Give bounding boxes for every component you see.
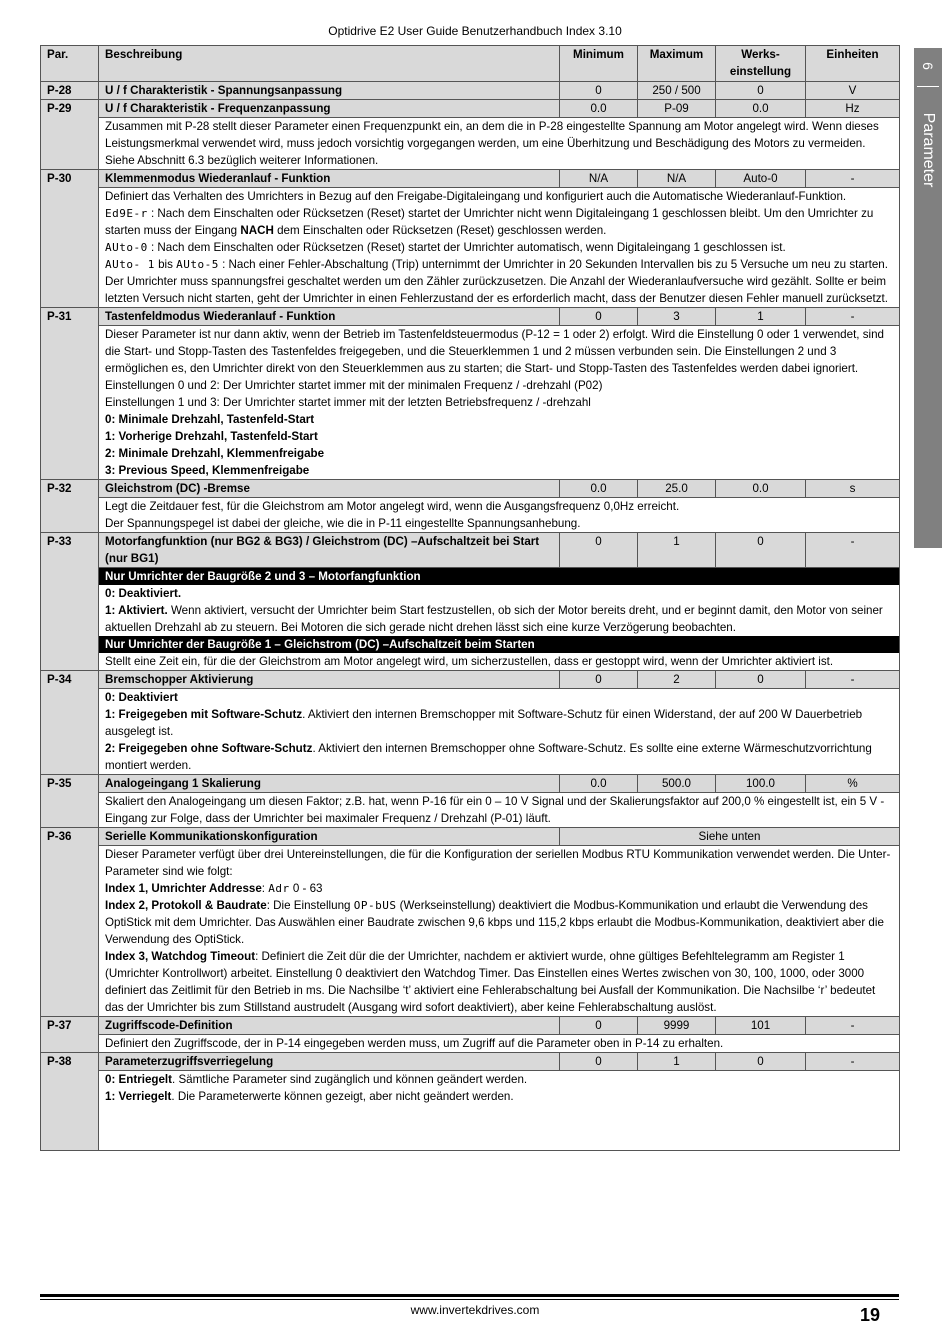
param-default: 100.0 (716, 775, 806, 793)
param-default: 1 (716, 308, 806, 326)
param-description: Definiert den Zugriffscode, der in P-14 eingegeben werden muss, um Zugriff auf die Parameter oben in P-14 zu erhalten. (99, 1035, 900, 1053)
param-unit: - (806, 671, 900, 689)
display-code: OP-bUS (353, 899, 397, 912)
param-row-p38 (41, 1053, 900, 1071)
param-desc-p37 (41, 1035, 900, 1053)
param-desc-p31 (41, 326, 900, 480)
section-divider (917, 86, 939, 87)
param-name: Gleichstrom (DC) -Bremse (99, 480, 560, 498)
param-default: 0.0 (716, 480, 806, 498)
param-row-p34 (41, 671, 900, 689)
param-desc-p38 (41, 1071, 900, 1151)
param-min: 0.0 (560, 100, 638, 118)
param-desc-p34 (41, 689, 900, 775)
param-id: P-29 (41, 100, 99, 170)
col-minimum: Minimum (560, 46, 638, 82)
param-row-p37 (41, 1017, 900, 1035)
param-description: Zusammen mit P-28 stellt dieser Parameter einen Frequenzpunkt ein, an dem die in P-28 eingestellte Spannung am Motor angelegt wird. Wenn dieses Leistungsmerkmal verwendet wird, muss jedoch vorsichtig vorgegangen werden, um eine Überhitzung und Beschädigung des Motors zu vermeiden. Siehe Abschnitt 6.3 bezüglich weiterer Informationen. (99, 118, 900, 170)
param-id: P-32 (41, 480, 99, 533)
param-unit: s (806, 480, 900, 498)
param-max: 25.0 (638, 480, 716, 498)
param-id: P-36 (41, 828, 99, 1017)
param-min: 0 (560, 671, 638, 689)
param-row-p33 (41, 533, 900, 568)
param-name: Parameterzugriffsverriegelung (99, 1053, 560, 1071)
param-description: Dieser Parameter ist nur dann aktiv, wenn der Betrieb im Tastenfeldsteuermodus (P-12 = 1 oder 2) erfolgt. Wird die Einstellung 0 oder 1 verwendet, sind die Start- und Stopp-Tasten des Tastenfeldes freigegeben, und die Steuerklemmen 1 und 2 müssen verbunden sein. Die Einstellungen 2 und 3 ermöglichen es, den Umrichter direkt von den Steuerklemmen aus zu starten; die Start- und Stopp-Tasten des Tastenfeldes werden dabei ignoriert. Einstellungen 0 und 2: Der Umrichter startet immer mit der minimalen Frequenz / -drehzahl (P02) Einstellungen 1 und 3: Der Umrichter startet immer mit der letzten Betriebsfrequenz / -drehzahl 0: Minimale Drehzahl, Tastenfeld-Start 1: Vorherige Drehzahl, Tastenfeld-Start 2: Minimale Drehzahl, Klemmenfreigabe 3: Previous Speed, Klemmenfreigabe (99, 326, 900, 480)
param-unit: - (806, 1017, 900, 1035)
param-row-p36 (41, 828, 900, 846)
param-desc-p30 (41, 188, 900, 308)
col-default: Werks- einstellung (716, 46, 806, 82)
param-name: Bremschopper Aktivierung (99, 671, 560, 689)
col-maximum: Maximum (638, 46, 716, 82)
param-description: Nur Umrichter der Baugröße 2 und 3 – Motorfangfunktion 0: Deaktiviert. 1: Aktiviert. Wenn aktiviert, versucht der Umrichter beim Start festzustellen, ob sich der Motor bereits dreht, und er beginnt damit, den Motor von seiner aktuellen Drehzahl ab zu steuern. Bei Motoren die sich gerade nicht drehen lässt sich eine kurze Verzögerung beobachten. Nur Umrichter der Baugröße 1 – Gleichstrom (DC) –Aufschaltzeit beim Starten Stellt eine Zeit ein, für die der Gleichstrom am Motor angelegt wird, um sicherzustellen, dass er gestoppt wird, wenn der Umrichter aktiviert ist. (99, 568, 900, 671)
param-row-p28 (41, 82, 900, 100)
param-name: Klemmenmodus Wiederanlauf - Funktion (99, 170, 560, 188)
param-min: 0.0 (560, 775, 638, 793)
subsection-heading: Nur Umrichter der Baugröße 2 und 3 – Motorfangfunktion (99, 568, 899, 585)
param-id: P-33 (41, 533, 99, 671)
param-name: Tastenfeldmodus Wiederanlauf - Funktion (99, 308, 560, 326)
param-min: 0 (560, 1017, 638, 1035)
param-max: 500.0 (638, 775, 716, 793)
param-id: P-28 (41, 82, 99, 100)
footer-url: www.invertekdrives.com (410, 1303, 540, 1317)
param-desc-p35 (41, 793, 900, 828)
param-name: Serielle Kommunikationskonfiguration (99, 828, 560, 846)
param-max: 1 (638, 1053, 716, 1071)
param-row-p32 (41, 480, 900, 498)
param-description: Dieser Parameter verfügt über drei Untereinstellungen, die für die Konfiguration der seriellen Modbus RTU Kommunikation verwendet werden. Die Unter-Parameter sind wie folgt: Index 1, Umrichter Addresse: Adr 0 - 63 Index 2, Protokoll & Baudrate: Die Einstellung OP-bUS (Werkseinstellung) deaktiviert die Modbus-Kommunikation und erlaubt die Verwendung des OptiStick mit dem Umrichter. Das Auswählen einer Baudrate zwischen 9,6 kbps und 115,2 kbps erlaubt die Modbus-Kommunikation, deaktiviert aber die Verwendung des OptiStick. Index 3, Watchdog Timeout: Definiert die Zeit dür die der Umrichter, nachdem er aktiviert wurde, ohne gültiges Befehltelegramm am Register 1 (Umrichter Kontrollwort) arbeitet. Einstellung 0 deaktiviert den Watchdog Timer. Das Einstellen eines Wertes zwischen von 30, 100, 1000, oder 3000 definiert das Zeitlimit für den Betrieb in ms. Die Nachsilbe ‘t’ aktiviert eine Fehlerabschaltung bei Ausfall der Kommunikation. Die Nachsilbe ‘r’ bedeutet das der Umrichter bis zum Stillstand austrudelt (Ausgang wird sofort deaktiviert), aber keine Fehlerabschaltung auslöst. (99, 846, 900, 1017)
param-name: Zugriffscode-Definition (99, 1017, 560, 1035)
param-max: P-09 (638, 100, 716, 118)
param-min: 0.0 (560, 480, 638, 498)
param-name: Analogeingang 1 Skalierung (99, 775, 560, 793)
display-code: AUto-0 (105, 241, 148, 254)
param-id: P-38 (41, 1053, 99, 1151)
param-default: Auto-0 (716, 170, 806, 188)
param-max: 2 (638, 671, 716, 689)
param-desc-p33 (41, 568, 900, 671)
page-number: 19 (860, 1305, 881, 1325)
display-code: AUto- 1 (105, 258, 155, 271)
page-header: Optidrive E2 User Guide Benutzerhandbuch Index 3.10 (328, 24, 622, 38)
param-description: Skaliert den Analogeingang um diesen Faktor; z.B. hat, wenn P-16 für ein 0 – 10 V Signal und der Skalierungsfaktor auf 200,0 % eingestellt ist, ein 5 V - Eingang zur Folge, dass der Umrichter bei maximaler Frequenz / Drehzahl (P-01) läuft. (99, 793, 900, 828)
col-par: Par. (41, 46, 99, 82)
param-max: 3 (638, 308, 716, 326)
col-units: Einheiten (806, 46, 900, 82)
param-description: Definiert das Verhalten des Umrichters in Bezug auf den Freigabe-Digitaleingang und konfiguriert auch die Automatische Wiederanlauf-Funktion. Ed9E-r : Nach dem Einschalten oder Rücksetzen (Reset) startet der Umrichter nicht wenn Digitaleingang 1 geschlossen bleibt. Um den Umrichter zu starten muss der Eingang NACH dem Einschalten oder Rücksetzen (Reset) geschlossen werden. AUto-0 : Nach dem Einschalten oder Rücksetzen (Reset) startet der Umrichter automatisch, wenn Digitaleingang 1 geschlossen ist. AUto- 1 bis AUto-5 : Nach einer Fehler-Abschaltung (Trip) unternimmt der Umrichter in 20 Sekunden Intervallen bis zu 5 Versuche um neu zu starten. Der Umrichter muss spannungsfrei geschaltet werden um den Zähler zurückzusetzen. Die Anzahl der Wiederanlaufversuche wird gezählt. Sollte er beim letzten Versuch nicht starten, geht der Umrichter in einen Fehlerzustand der es erforderlich macht, dass der Benutzer diesen Fehler manuell zurücksetzt. (99, 188, 900, 308)
param-name: U / f Charakteristik - Spannungsanpassung (99, 82, 560, 100)
col-description: Beschreibung (99, 46, 560, 82)
param-id: P-30 (41, 170, 99, 308)
param-range-note: Siehe unten (560, 828, 900, 846)
param-description: 0: Deaktiviert 1: Freigegeben mit Software-Schutz. Aktiviert den internen Bremschopper mit Software-Schutz für einen Widerstand, der auf 200 W Dauerbetrieb ausgelegt ist. 2: Freigegeben ohne Software-Schutz. Aktiviert den internen Bremschopper ohne Software-Schutz. Es sollte eine externe Wärmeschutzvorrichtung montiert werden. (99, 689, 900, 775)
param-id: P-37 (41, 1017, 99, 1053)
param-default: 0 (716, 533, 806, 568)
table-header-row (41, 46, 900, 82)
display-code: Adr (268, 882, 290, 895)
param-unit: - (806, 308, 900, 326)
param-default: 0 (716, 671, 806, 689)
param-id: P-35 (41, 775, 99, 828)
param-id: P-34 (41, 671, 99, 775)
parameter-table (40, 45, 900, 1151)
param-min: 0 (560, 82, 638, 100)
section-number: 6 (920, 62, 936, 70)
param-min: 0 (560, 1053, 638, 1071)
param-desc-p32 (41, 498, 900, 533)
param-row-p29 (41, 100, 900, 118)
param-unit: - (806, 170, 900, 188)
param-desc-p29 (41, 118, 900, 170)
footer-rule (40, 1299, 899, 1300)
param-default: 0 (716, 82, 806, 100)
param-row-p31 (41, 308, 900, 326)
param-desc-p36 (41, 846, 900, 1017)
param-min: 0 (560, 308, 638, 326)
param-min: 0 (560, 533, 638, 568)
param-max: 9999 (638, 1017, 716, 1035)
param-min: N/A (560, 170, 638, 188)
param-description: 0: Entriegelt. Sämtliche Parameter sind zugänglich und können geändert werden. 1: Verriegelt. Die Parameterwerte können gezeigt, aber nicht geändert werden. (99, 1071, 900, 1151)
param-default: 0 (716, 1053, 806, 1071)
param-name: Motorfangfunktion (nur BG2 & BG3) / Gleichstrom (DC) –Aufschaltzeit bei Start (nur BG1) (99, 533, 560, 568)
section-label: Parameter (920, 112, 937, 188)
param-id: P-31 (41, 308, 99, 480)
param-max: 1 (638, 533, 716, 568)
display-code: AUto-5 (176, 258, 219, 271)
param-unit: V (806, 82, 900, 100)
section-tab (914, 48, 942, 548)
param-row-p30 (41, 170, 900, 188)
param-max: N/A (638, 170, 716, 188)
param-default: 101 (716, 1017, 806, 1035)
param-max: 250 / 500 (638, 82, 716, 100)
param-row-p35 (41, 775, 900, 793)
footer-rule (40, 1294, 899, 1297)
subsection-heading: Nur Umrichter der Baugröße 1 – Gleichstrom (DC) –Aufschaltzeit beim Starten (99, 636, 899, 653)
param-unit: % (806, 775, 900, 793)
param-unit: Hz (806, 100, 900, 118)
param-description: Legt die Zeitdauer fest, für die Gleichstrom am Motor angelegt wird, wenn die Ausgangsfrequenz 0,0Hz erreicht. Der Spannungspegel ist dabei der gleiche, wie die in P-11 eingestellte Spannungsanhebung. (99, 498, 900, 533)
param-default: 0.0 (716, 100, 806, 118)
param-unit: - (806, 533, 900, 568)
param-unit: - (806, 1053, 900, 1071)
display-code: Ed9E-r (105, 207, 148, 220)
param-name: U / f Charakteristik - Frequenzanpassung (99, 100, 560, 118)
